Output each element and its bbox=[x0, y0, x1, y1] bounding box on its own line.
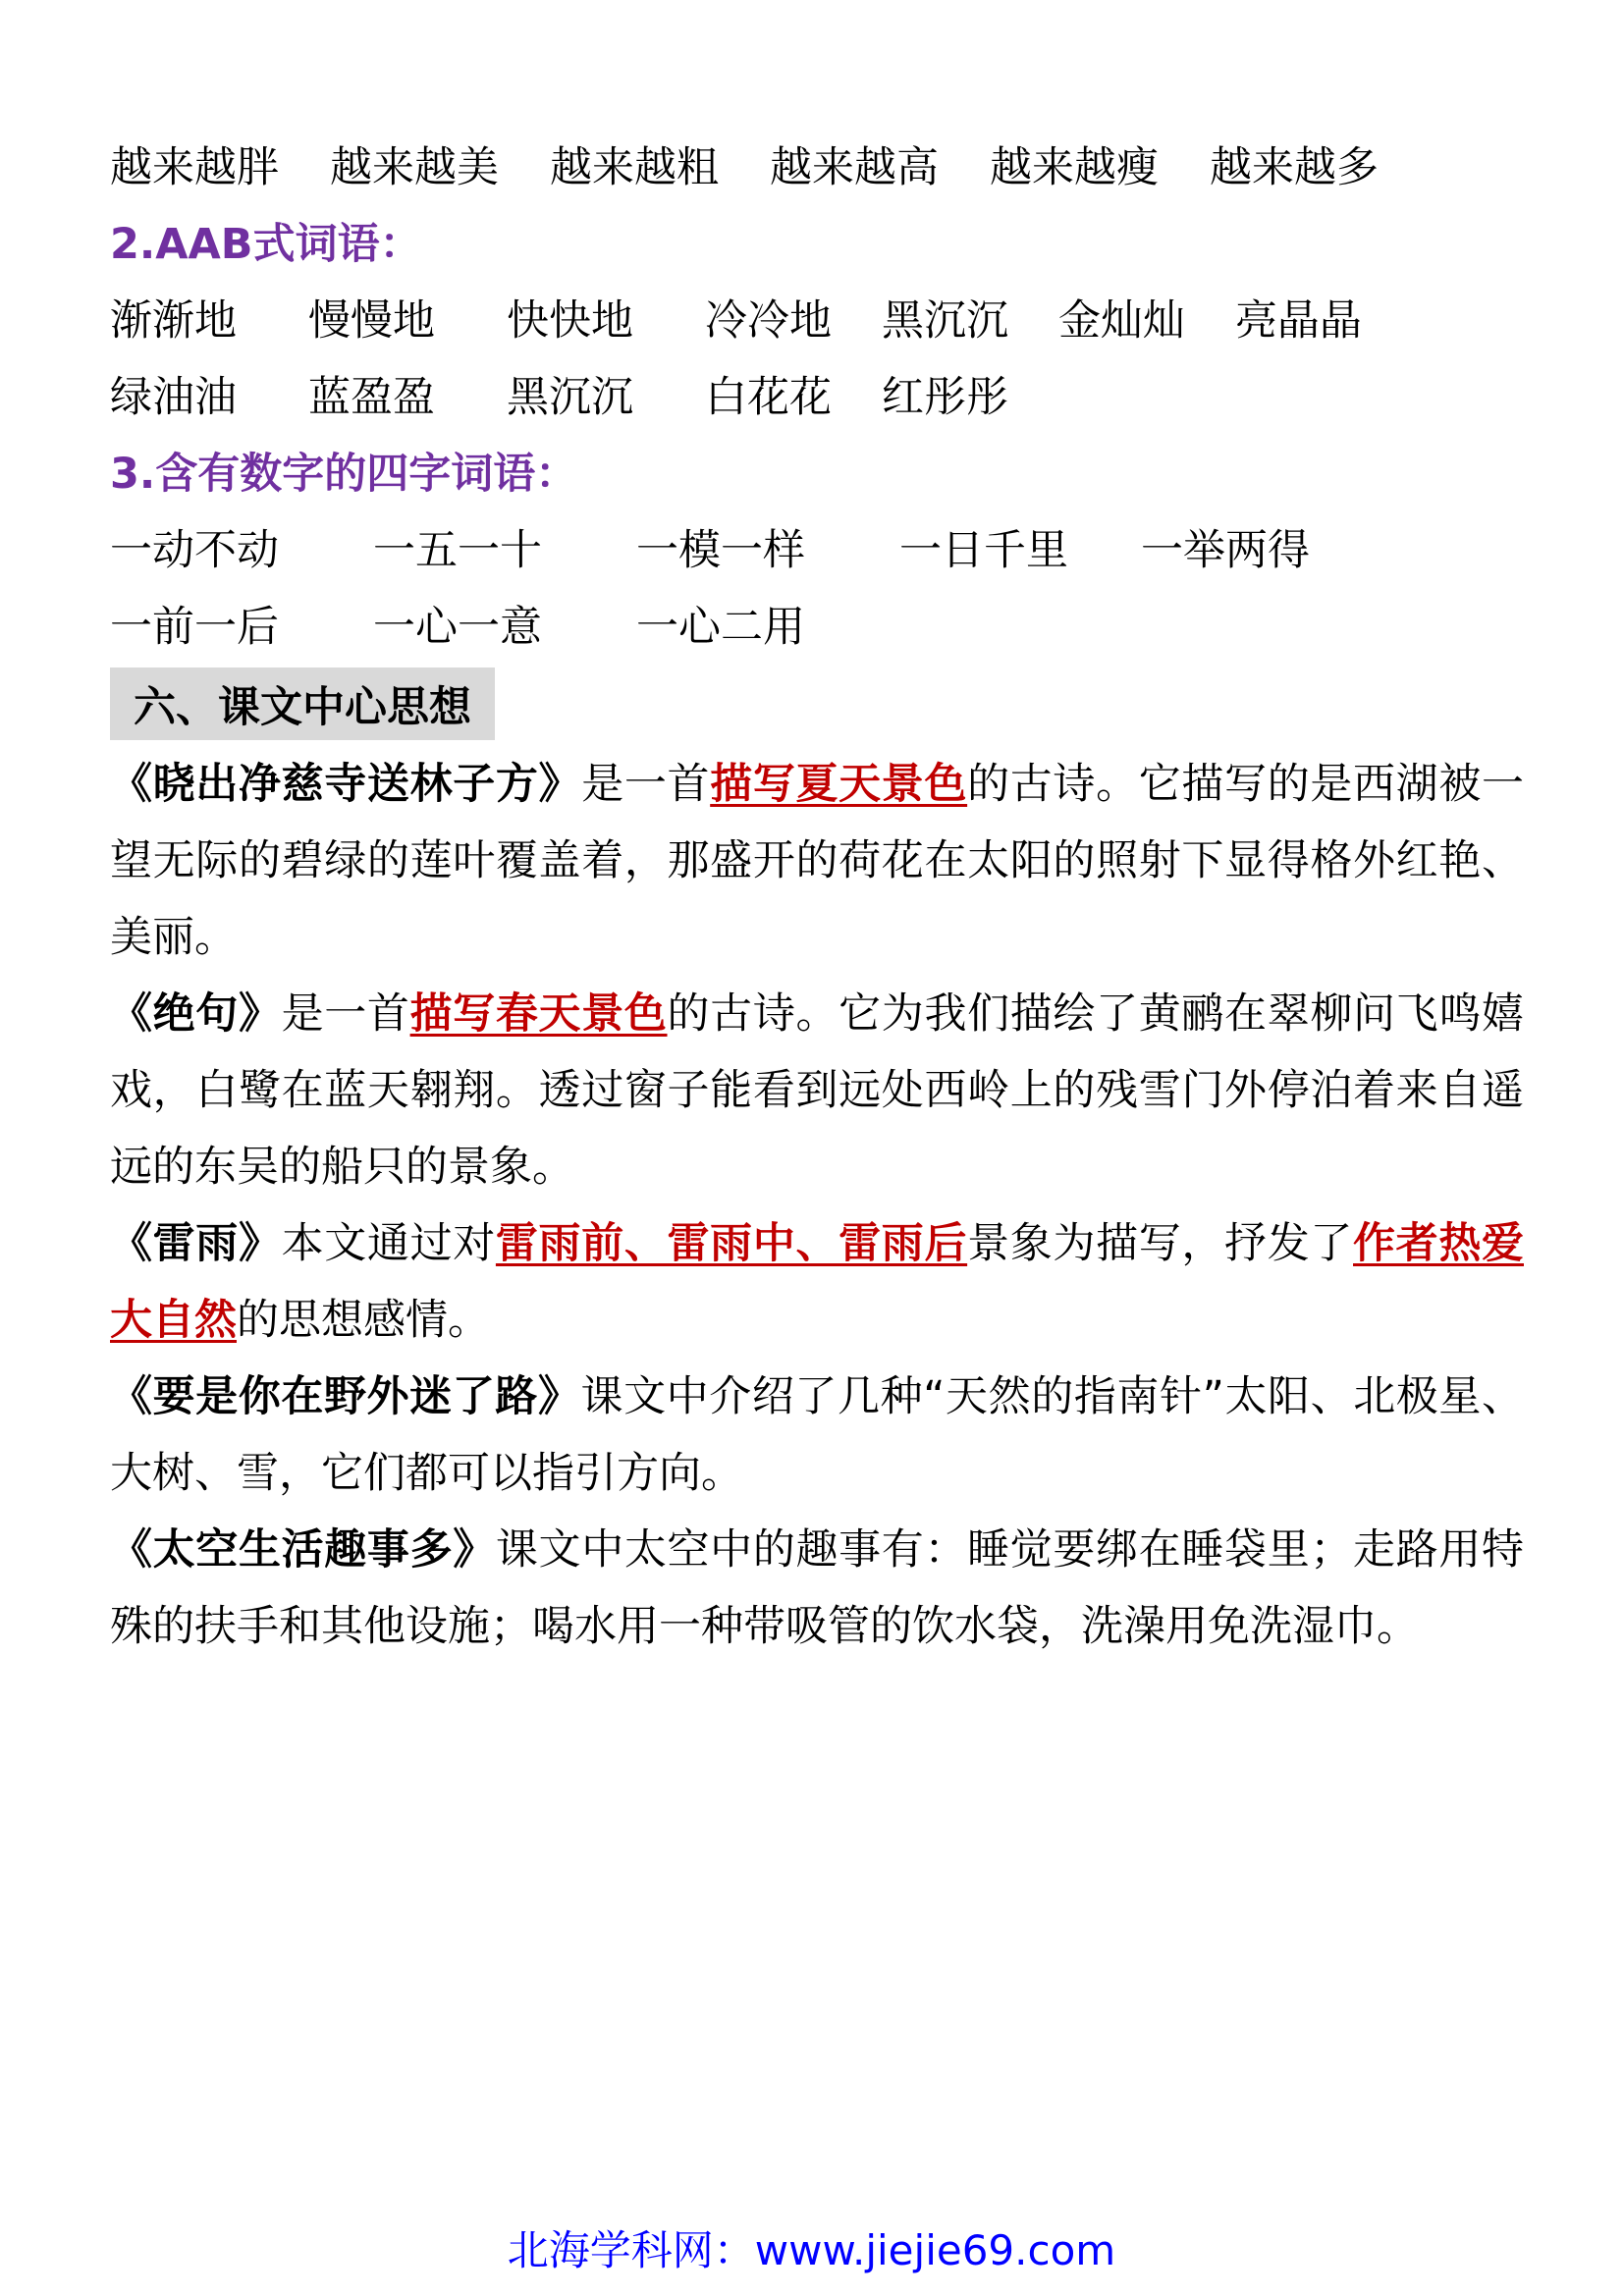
word-row-numbers-1 bbox=[110, 508, 1524, 585]
lesson-title: 《绝句》 bbox=[110, 989, 282, 1039]
key-phrase: 作者热爱大自然 bbox=[110, 1219, 1524, 1345]
word-item: 黑沉沉 bbox=[882, 295, 1008, 346]
word-item: 快快地 bbox=[507, 295, 633, 346]
word-item: 白花花 bbox=[705, 372, 832, 422]
word-row-numbers-2 bbox=[110, 585, 1524, 662]
word-item: 越来越粗 bbox=[550, 142, 719, 192]
word-item: 越来越高 bbox=[770, 142, 939, 192]
word-row-aab-1 bbox=[110, 279, 1524, 355]
word-item: 越来越胖 bbox=[110, 142, 279, 192]
word-item: 越来越瘦 bbox=[990, 142, 1159, 192]
word-item: 亮晶晶 bbox=[1235, 295, 1362, 346]
word-item: 越来越美 bbox=[330, 142, 499, 192]
footer-watermark: 北海学科网：www.jiejie69.com bbox=[507, 2226, 1116, 2274]
key-phrase: 描写夏天景色 bbox=[710, 760, 968, 809]
lesson-title: 《雷雨》 bbox=[110, 1219, 282, 1268]
numbers-heading: 3.含有数字的四字词语： bbox=[110, 449, 578, 499]
word-item: 黑沉沉 bbox=[507, 372, 633, 422]
word-item: 一模一样 bbox=[636, 525, 805, 575]
word-item: 越来越多 bbox=[1210, 142, 1379, 192]
aab-heading: 2.AAB式词语： bbox=[110, 219, 422, 269]
document-body bbox=[110, 126, 1524, 1665]
word-item: 渐渐地 bbox=[110, 295, 237, 346]
lesson-title: 《要是你在野外迷了路》 bbox=[110, 1372, 581, 1421]
word-item: 一心一意 bbox=[373, 602, 542, 652]
lesson-title: 《晓出净慈寺送林子方》 bbox=[110, 760, 582, 809]
paragraph-milu: 《要是你在野外迷了路》课文中介绍了几种“天然的指南针”太阳、北极星、大树、雪，它们都可以指引方向。 bbox=[110, 1372, 1524, 1498]
word-row-yuelai bbox=[110, 126, 1524, 202]
paragraph-xiaochu: 《晓出净慈寺送林子方》是一首描写夏天景色的古诗。它描写的是西湖被一望无际的碧绿的莲叶覆盖着，那盛开的荷花在太阳的照射下显得格外红艳、美丽。 bbox=[110, 760, 1524, 962]
paragraph-jueju: 《绝句》是一首描写春天景色的古诗。它为我们描绘了黄鹂在翠柳问飞鸣嬉戏，白鹭在蓝天翱翔。透过窗子能看到远处西岭上的残雪门外停泊着来自遥远的东吴的船只的景象。 bbox=[110, 989, 1524, 1192]
key-phrase: 雷雨前、雷雨中、雷雨后 bbox=[495, 1219, 968, 1268]
word-item: 一前一后 bbox=[110, 602, 279, 652]
word-item: 一心二用 bbox=[636, 602, 805, 652]
word-item: 蓝盈盈 bbox=[308, 372, 435, 422]
word-item: 红彤彤 bbox=[882, 372, 1008, 422]
key-phrase: 描写春天景色 bbox=[409, 989, 668, 1039]
word-item: 一举两得 bbox=[1141, 525, 1310, 575]
word-item: 一日千里 bbox=[899, 525, 1068, 575]
paragraph-leiyu: 《雷雨》本文通过对雷雨前、雷雨中、雷雨后景象为描写，抒发了作者热爱大自然的思想感情。 bbox=[110, 1219, 1524, 1345]
word-item: 一动不动 bbox=[110, 525, 279, 575]
paragraph-taikong: 《太空生活趣事多》课文中太空中的趣事有：睡觉要绑在睡袋里；走路用特殊的扶手和其他设施；喝水用一种带吸管的饮水袋，洗澡用免洗湿巾。 bbox=[110, 1525, 1524, 1651]
word-item: 金灿灿 bbox=[1058, 295, 1185, 346]
lesson-title: 《太空生活趣事多》 bbox=[110, 1525, 496, 1575]
section-title: 六、课文中心思想 bbox=[110, 667, 495, 740]
word-row-aab-2 bbox=[110, 355, 1524, 432]
word-item: 慢慢地 bbox=[308, 295, 435, 346]
word-item: 一五一十 bbox=[373, 525, 542, 575]
word-item: 冷冷地 bbox=[705, 295, 832, 346]
word-item: 绿油油 bbox=[110, 372, 237, 422]
